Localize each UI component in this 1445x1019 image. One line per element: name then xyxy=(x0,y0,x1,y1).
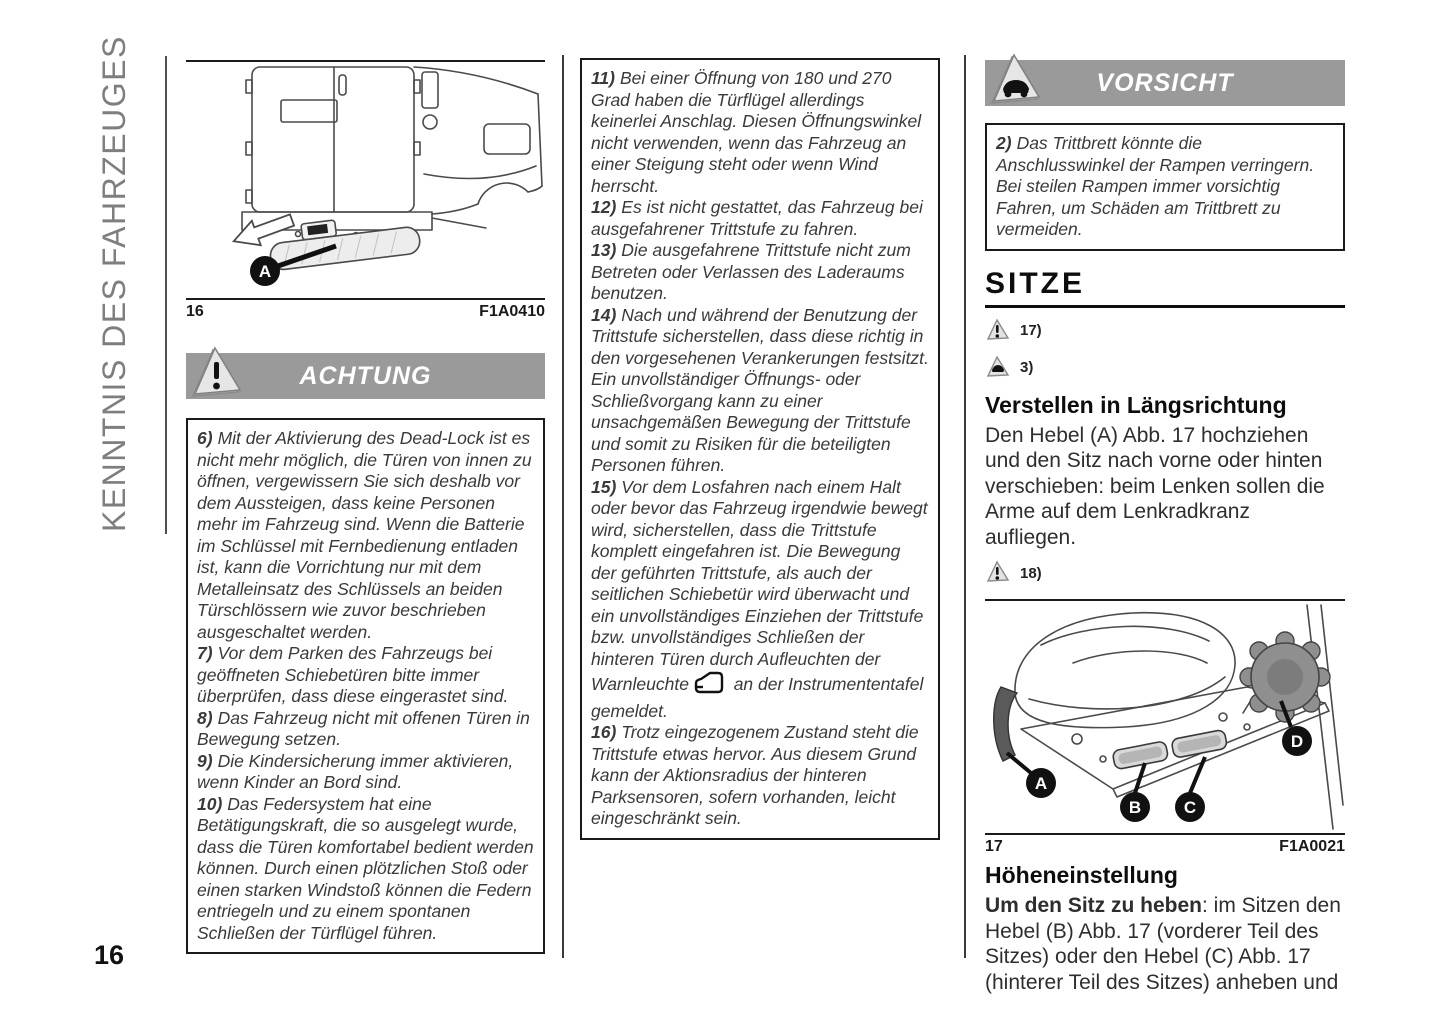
column-divider xyxy=(964,55,966,958)
figure-code: F1A0021 xyxy=(1279,838,1345,855)
door-ajar-warning-light-icon xyxy=(694,670,724,701)
note-reference xyxy=(985,559,1345,587)
achtung-header-bar xyxy=(186,353,545,399)
warning-item: 13) Die ausgefahrene Trittstufe nicht zum Betreten oder Verlassen des Laderaums benutzen. xyxy=(591,240,911,303)
warning-triangle-icon xyxy=(985,559,1011,587)
vorsicht-header-bar xyxy=(985,60,1345,106)
sidebar-rule xyxy=(165,56,167,534)
note-ref-label: 17) xyxy=(1020,322,1042,339)
warning-item: 14) Nach und während der Benutzung der Trittstufe sicherstellen, dass diese richtig in den vorgesehenen Verankerungen festsitzt. Ein unvollständiger Öffnungs- oder Schließvorgang kann zu einer unsachgemäßen Bewegung der Trittstufe und somit zu Risiken für die beteiligten Personen führen. xyxy=(591,304,929,475)
warning-item: 8) Das Fahrzeug nicht mit offenen Türen in Bewegung setzen. xyxy=(197,707,530,749)
height-levers xyxy=(1112,729,1228,769)
warning-item: 12) Es ist nicht gestattet, das Fahrzeug bei ausgefahrener Trittstufe zu fahren. xyxy=(591,197,923,239)
chapter-sidebar-title: KENNTNIS DES FAHRZEUGES xyxy=(96,35,132,532)
note-ref-label: 18) xyxy=(1020,564,1042,582)
warning-item: 10) Das Federsystem hat eine Betätigungskraft, die so ausgelegt wurde, dass die Türen komfortabel bedient werden können. Durch einen plötzlichen Stoß oder einen starken Windstoß können die Federn entriegeln und zu einem spontanen Schließen der Türflügel führen. xyxy=(197,793,534,943)
achtung-title: ACHTUNG xyxy=(299,361,432,390)
warning-item: 15) Vor dem Losfahren nach einem Halt oder bevor das Fahrzeug irgendwie bewegt wird, sicherstellen, dass die Trittstufe komplett eingefahren ist. Die Bewegung der geführten Trittstufe, als auch der seitlichen Schiebetür wird überwacht und ein unvollständiges Einziehen der Trittstufe bzw. unvollständiges Schließen der hinteren Türen durch Aufleuchten der Warnleuchte an der Instrumententafel gemeldet. xyxy=(591,476,928,721)
caution-box-2 xyxy=(985,123,1345,251)
warning-item: 16) Trotz eingezogenem Zustand steht die Trittstufe etwas hervor. Aus diesem Grund kann der Aktionsradius der hinteren Parksensoren, sofern vorhanden, leicht eingeschränkt sein. xyxy=(591,722,919,828)
subsection-heading-laengsrichtung: Verstellen in Längsrichtung xyxy=(985,391,1287,418)
vorsicht-title: VORSICHT xyxy=(1096,68,1234,97)
warning-triangle-icon xyxy=(186,346,244,407)
point-label-a: A xyxy=(258,262,272,281)
hoeheneinstellung-text: Um den Sitz zu heben: im Sitzen den Hebel (B) Abb. 17 (vorderer Teil des Sitzes) oder den Hebel (C) Abb. 17 (hinterer Teil des Sitzes) anheben und xyxy=(985,894,1341,994)
point-label-a: A xyxy=(1034,774,1048,793)
warning-item: 11) Bei einer Öffnung von 180 und 270 Grad haben die Türflügel allerdings keinerlei Anschlag. Diesen Öffnungswinkel nicht verwenden, wenn das Fahrzeug an einer Steigung steht oder wenn Wind herrscht. xyxy=(591,68,922,196)
column-divider xyxy=(562,55,564,958)
warning-item: 7) Vor dem Parken des Fahrzeugs bei geöffneten Schiebetüren bitte immer überprüfen, dass diese eingerastet sind. xyxy=(197,643,509,706)
caution-item: 2) Das Trittbrett könnte die Anschlusswinkel der Rampen verringern. Bei steilen Rampen immer vorsichtig Fahren, um Schäden am Trittbrett zu vermeiden. xyxy=(996,133,1315,239)
note-reference xyxy=(985,354,1345,382)
warning-box-6-10 xyxy=(186,418,545,954)
warning-triangle-icon xyxy=(985,317,1011,345)
warning-box-11-16 xyxy=(580,58,940,840)
warning-item: 6) Mit der Aktivierung des Dead-Lock ist es nicht mehr möglich, die Türen von innen zu öffnen, vergewissern Sie sich deshalb vor dem Aussteigen, dass keine Personen mehr im Fahrzeug sind. Wenn die Batterie im Schlüssel mit Fernbedienung entladen ist, kann die Vorrichtung nur mit dem Metalleinsatz des Schlüssels an beiden Türschlössern wie zuvor beschrieben ausgeschaltet werden. xyxy=(197,428,532,642)
page-number: 16 xyxy=(94,940,125,970)
seat-adjustment-figure xyxy=(985,601,1345,833)
figure-number: 16 xyxy=(186,303,204,320)
point-label-d: D xyxy=(1290,732,1304,751)
column-2 xyxy=(580,0,940,840)
note-ref-label: 3) xyxy=(1020,359,1034,376)
seat-slide-lever xyxy=(994,687,1017,761)
vehicle-caution-triangle-icon xyxy=(985,354,1011,382)
vehicle-caution-triangle-icon xyxy=(985,53,1043,114)
figure-number: 17 xyxy=(985,838,1003,855)
rear-step-figure xyxy=(186,62,545,298)
point-label-b: B xyxy=(1128,798,1142,817)
laengsrichtung-text: Den Hebel (A) Abb. 17 hochziehen und den Sitz nach vorne oder hinten verschieben: beim Lenken sollen die Arme auf dem Lenkradkranz aufliegen. xyxy=(985,423,1325,549)
note-reference xyxy=(985,317,1345,345)
column-3 xyxy=(985,0,1345,995)
warning-item: 9) Die Kindersicherung immer aktivieren, wenn Kinder an Bord sind. xyxy=(197,750,514,792)
column-1 xyxy=(186,0,545,954)
point-label-c: C xyxy=(1183,798,1197,817)
section-title-sitze: SITZE xyxy=(985,267,1345,308)
figure-code: F1A0410 xyxy=(479,303,545,320)
subsection-heading-hoeheneinstellung: Höheneinstellung xyxy=(985,862,1178,888)
